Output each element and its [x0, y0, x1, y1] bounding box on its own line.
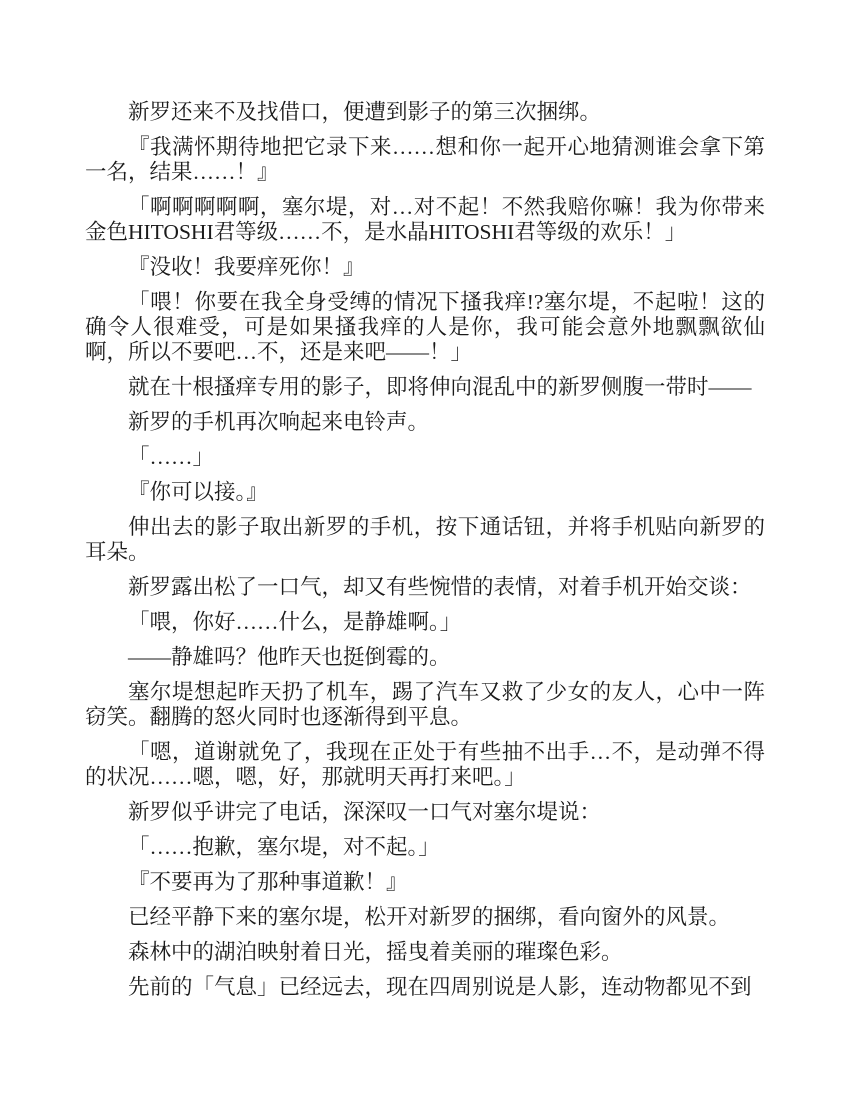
- paragraph: 『不要再为了那种事道歉！』: [128, 870, 408, 894]
- paragraph: 新罗的手机再次响起来电铃声。: [128, 410, 430, 434]
- paragraph: 伸出去的影子取出新罗的手机，按下通话钮，并将手机贴向新罗的耳朵。: [85, 515, 765, 564]
- paragraph: 「嗯，道谢就免了，我现在正处于有些抽不出手…不，是动弹不得的状况……嗯，嗯，好，那就明天再打来吧。」: [85, 740, 765, 789]
- paragraph: 「……」: [128, 445, 215, 469]
- paragraph: 『我满怀期待地把它录下来……想和你一起开心地猜测谁会拿下第一名，结果……！』: [85, 135, 765, 184]
- paragraph: 已经平静下来的塞尔堤，松开对新罗的捆绑，看向窗外的风景。: [128, 905, 731, 929]
- paragraph: 就在十根搔痒专用的影子，即将伸向混乱中的新罗侧腹一带时——: [128, 375, 752, 399]
- paragraph: 「……抱歉，塞尔堤，对不起。」: [128, 835, 440, 859]
- paragraph: 森林中的湖泊映射着日光，摇曳着美丽的璀璨色彩。: [128, 940, 623, 964]
- paragraph: 新罗露出松了一口气，却又有些惋惜的表情，对着手机开始交谈：: [128, 575, 752, 599]
- paragraph: ——静雄吗？他昨天也挺倒霉的。: [128, 645, 451, 669]
- paragraph: 塞尔堤想起昨天扔了机车，踢了汽车又救了少女的友人，心中一阵窃笑。翻腾的怒火同时也逐渐得到平息。: [85, 680, 765, 729]
- paragraph: 「啊啊啊啊啊，塞尔堤，对…对不起！不然我赔你嘛！我为你带来金色HITOSHI君等级……不，是水晶HITOSHI君等级的欢乐！」: [85, 195, 765, 244]
- paragraph: 先前的「气息」已经远去，现在四周别说是人影，连动物都见不到: [128, 975, 752, 999]
- paragraph: 『你可以接。』: [128, 480, 268, 504]
- paragraph: 「喂！你要在我全身受缚的情况下搔我痒!?塞尔堤，不起啦！这的确令人很难受，可是如果搔我痒的人是你，我可能会意外地飘飘欲仙啊，所以不要吧…不，还是来吧——！」: [85, 290, 765, 364]
- paragraph: 新罗似乎讲完了电话，深深叹一口气对塞尔堤说：: [128, 800, 602, 824]
- paragraph: 『没收！我要痒死你！』: [128, 255, 365, 279]
- paragraph: 新罗还来不及找借口，便遭到影子的第三次捆绑。: [128, 100, 602, 124]
- paragraph: 「喂，你好……什么，是静雄啊。」: [128, 610, 462, 634]
